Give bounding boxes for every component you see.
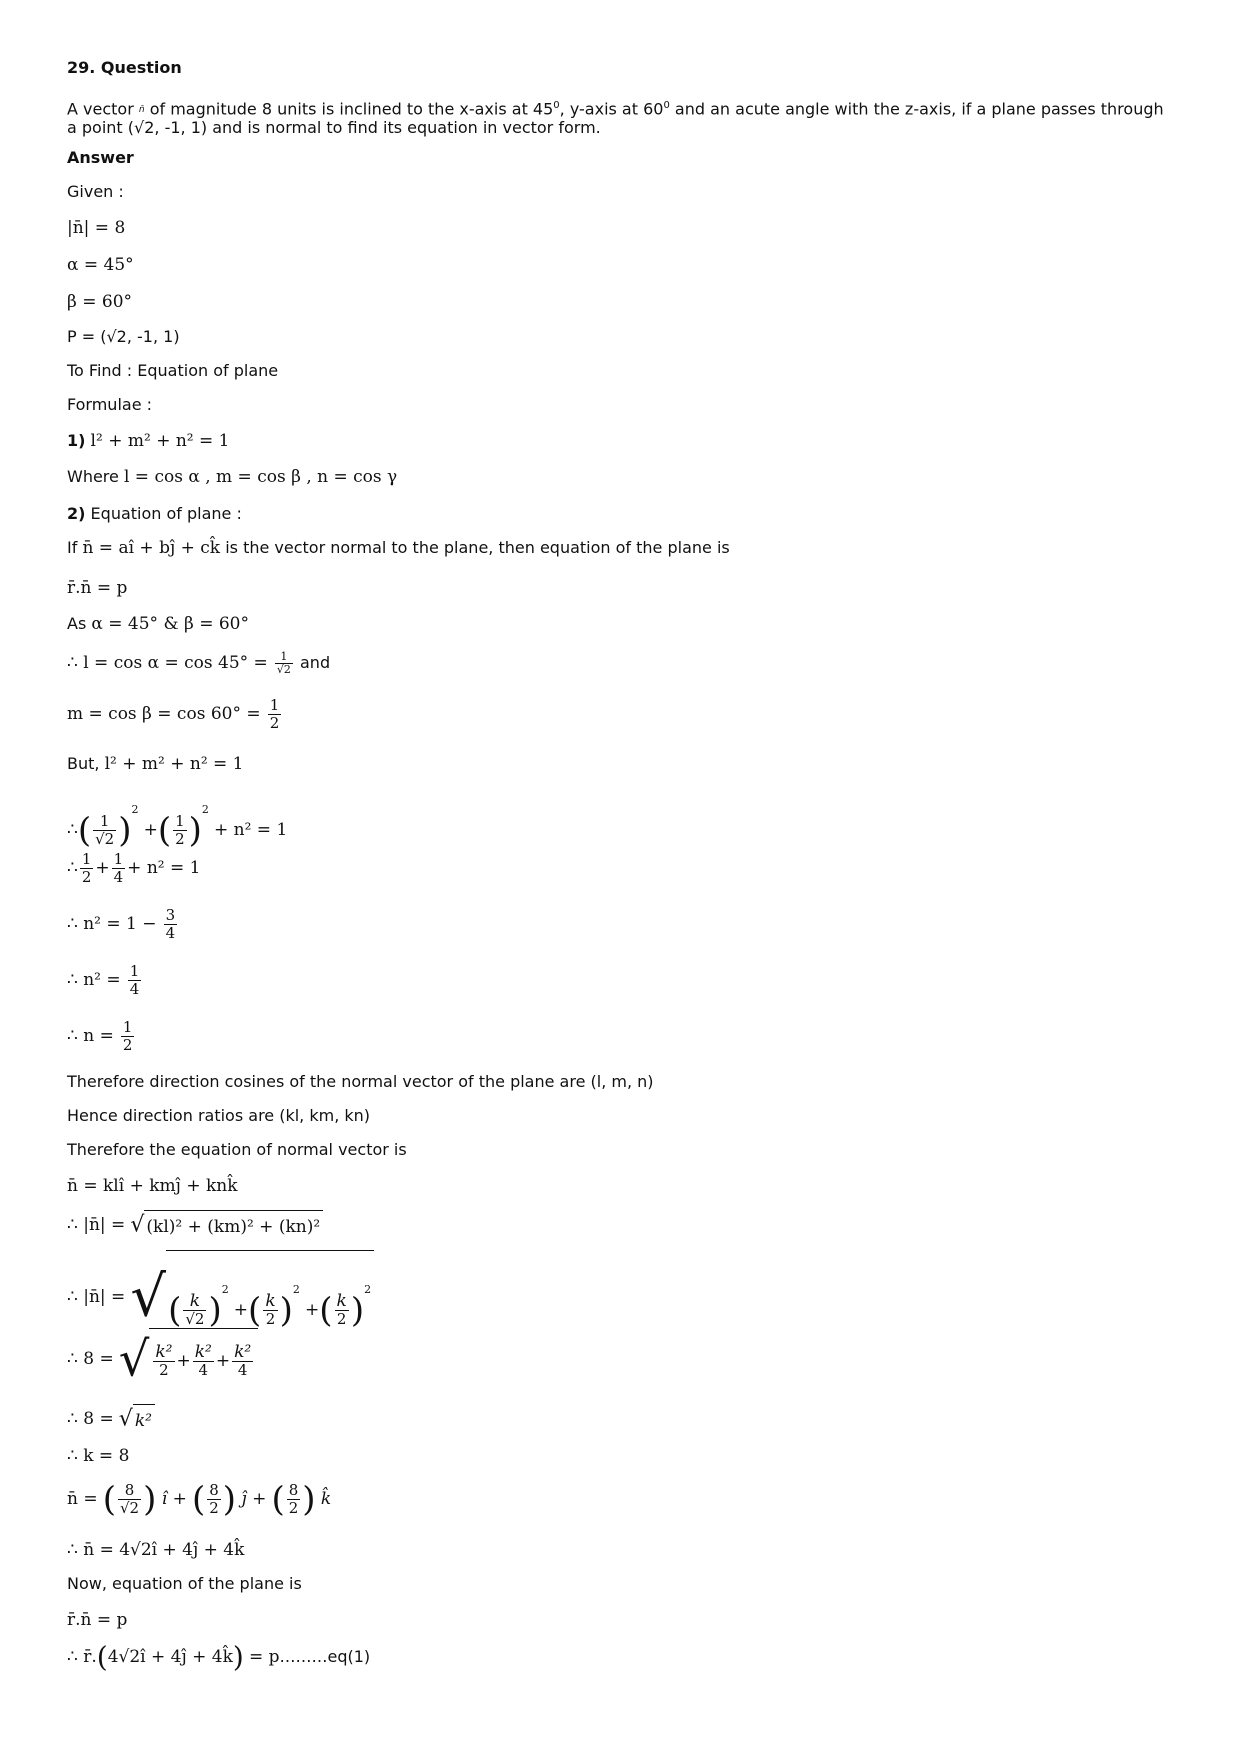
step-3 [67,904,179,944]
answer-heading: Answer [67,148,134,167]
now-text: Now, equation of the plane is [67,1574,302,1593]
square-exponent: 2 [131,803,139,816]
as-label: As [67,614,87,633]
magnitude-2-fraction-b [263,1293,277,1328]
magnitude-4: ∴ 8 = √ k² [67,1404,155,1435]
nfinal-fraction-a [118,1482,141,1517]
nfinal-fraction-b [207,1482,221,1517]
magnitude-2-fraction-c [335,1293,349,1328]
step-2-fraction-a-num: 1 [81,850,92,868]
step-1-fraction-a [93,813,116,848]
magnitude-3-fraction-b-den: 4 [198,1361,209,1379]
square-exponent: 2 [201,803,209,816]
degree-sup-2: 0 [663,100,670,111]
step-3-fraction [164,907,178,942]
but-line [67,754,244,774]
question-heading: 29. Question [67,58,182,77]
magnitude-2-fraction-c-den: 2 [336,1310,347,1328]
normal-vector-simplified: ∴ n̄ = 4√2î + 4ĵ + 4k̂ [67,1540,245,1560]
plane-equation: r̄.n̄ = p [67,578,128,598]
and-label: and [300,653,331,672]
magnitude-3-fraction-a-den: 2 [159,1361,169,1379]
step-5-fraction [121,1019,135,1054]
question-text [67,97,1177,137]
step-4-equation: ∴ n² = [67,970,121,990]
plane-equation-2: r̄.n̄ = p [67,1610,128,1630]
step-5-fraction-den: 2 [122,1036,133,1054]
where-label: Where [67,467,119,486]
l-fraction [275,651,293,676]
magnitude-3-left: ∴ 8 = [67,1349,114,1369]
square-exponent: 2 [221,1283,229,1296]
step-3-fraction-num: 3 [165,906,176,924]
normal-vector-equation: n̄ = aî + bĵ + ck̂ [82,538,221,558]
equation-1: ∴ r̄.(4√2î + 4ĵ + 4k̂) = p………eq(1) [67,1640,371,1674]
magnitude-3: ∴ 8 = √ $\frac{\text{k²}}{2}$ + $\frac{\text{k²}}{4}$ + $\frac{\text{k²}}{4}$ [67,1328,258,1391]
m-fraction-num: 1 [269,696,280,714]
magnitude-3-fraction-c [232,1344,253,1379]
magnitude-4-left: ∴ 8 = [67,1409,114,1429]
step-4-fraction-den: 4 [129,980,140,998]
normal-vector-text: is the vector normal to the plane, then equation of the plane is [225,538,730,557]
normal-vector-final-left: n̄ = [67,1489,98,1509]
step-1-fraction-b-num: 1 [175,812,185,830]
given-n: |n̄| = 8 [67,218,126,238]
magnitude-2-fraction-a [183,1293,206,1328]
given-alpha: α = 45° [67,255,134,275]
magnitude-3-fraction-a [153,1344,174,1379]
magnitude-2-fraction-c-num: k [336,1291,347,1311]
formula-2-label: Equation of plane : [90,504,242,523]
magnitude-3-fraction-a-num: k² [155,1342,173,1362]
magnitude-1: ∴ |n̄| = √ (kl)² + (km)² + (kn)² [67,1210,323,1241]
step-5-fraction-num: 1 [122,1018,133,1036]
magnitude-2: ∴ |n̄| = √( $\frac{k}{√2}$ )$^2$ +( $\frac{k}{2}$ )$^2$ +( $\frac{k}{2}$ )$^2$ [67,1250,374,1345]
l-equation: ∴ l = cos α = cos 45° = [67,653,268,673]
formula-1 [67,431,229,451]
magnitude-1-radicand: (kl)² + (km)² + (kn)² [144,1210,323,1241]
magnitude-3-fraction-c-num: k² [234,1342,252,1362]
step-2-fraction-a-den: 2 [81,868,92,886]
but-label: But, [67,754,100,773]
normal-vector-text: Therefore the equation of normal vector is [67,1140,407,1159]
magnitude-3-fraction-c-den: 4 [237,1361,248,1379]
question-text-part3: , y-axis at 60 [559,99,664,119]
question-text-part1: A vector [67,99,134,119]
question-text-part2: of magnitude 8 units is inclined to the x-axis at 45 [149,99,554,119]
nfinal-fraction-c [287,1482,301,1517]
step-1-fraction-a-den: √2 [95,830,115,848]
step-1-fraction-b [173,813,187,848]
given-beta: β = 60° [67,292,133,312]
step-4-fraction-num: 1 [129,962,140,980]
k-value: ∴ k = 8 [67,1446,130,1466]
step-2: ∴ $\frac{1}{2}$ + $\frac{1}{4}$ + n² = 1 [67,850,201,886]
formula-1-equation: l² + m² + n² = 1 [90,431,230,451]
magnitude-3-fraction-b [193,1344,214,1379]
equation-1-middle: 4√2î + 4ĵ + 4k̂ [107,1647,233,1667]
formulae-label: Formulae : [67,395,153,414]
l-fraction-num: 1 [275,651,293,664]
square-exponent: 2 [292,1283,300,1296]
where-equation: l = cos α , m = cos β , n = cos γ [123,467,398,487]
step-2-fraction-a [80,851,94,886]
step-4-fraction [128,963,142,998]
normal-vector-k: n̄ = klî + kmĵ + knk̂ [67,1176,238,1196]
normal-vector-line [67,538,730,558]
step-2-fraction-b [112,851,126,886]
step-1-fraction-b-den: 2 [175,830,185,848]
m-value-line [67,694,283,734]
nfinal-fraction-c-num: 8 [288,1481,299,1499]
nfinal-fraction-a-den: √2 [119,1499,140,1517]
as-equation: α = 45° & β = 60° [91,614,249,634]
step-4 [67,960,143,1000]
step-1: ∴( $\frac{1}{√2}$ )$^2$ +( $\frac{1}{2}$ )$^2$ + n² = 1 [67,803,288,851]
l-value-line [67,648,330,678]
step-2-fraction-b-num: 1 [113,850,124,868]
normal-vector-final: n̄ = ( $\frac{8}{√2}$ ) î + ( $\frac{8}{2}$ ) ĵ + ( $\frac{8}{2}$ ) k̂ [67,1479,332,1520]
direction-ratios-text: Hence direction ratios are (kl, km, kn) [67,1106,371,1125]
direction-cosines-text: Therefore direction cosines of the normal vector of the plane are (l, m, n) [67,1072,654,1091]
therefore-symbol: ∴ [67,820,78,840]
square-exponent: 2 [364,1283,372,1296]
magnitude-2-fraction-b-den: 2 [265,1310,276,1328]
equation-1-left: ∴ r̄. [67,1647,97,1667]
magnitude-2-fraction-a-num: k [183,1293,206,1311]
nfinal-fraction-b-num: 8 [209,1481,219,1499]
therefore-symbol: ∴ [67,858,78,878]
nfinal-fraction-c-den: 2 [288,1499,299,1517]
formula-2 [67,504,242,524]
given-point: P = (√2, -1, 1) [67,327,180,346]
equation-1-label: ………eq(1) [279,1647,371,1666]
magnitude-1-left: ∴ |n̄| = [67,1215,126,1235]
m-equation: m = cos β = cos 60° = [67,704,261,724]
step-3-fraction-den: 4 [165,924,176,942]
step-5-equation: ∴ n = [67,1026,114,1046]
where-line [67,467,397,487]
nfinal-fraction-b-den: 2 [209,1499,219,1517]
magnitude-3-fraction-b-num: k² [194,1342,212,1362]
magnitude-2-fraction-b-num: k [265,1291,276,1311]
question-text-part4: and an acute angle with the z-axis, if a plane passes through a point (√2, -1, 1) and is normal to find its equation in vector form. [67,99,1164,138]
step-2-fraction-b-den: 4 [113,868,124,886]
step-1-rest: + n² = 1 [213,820,288,840]
degree-sup-1: 0 [553,100,560,111]
magnitude-2-fraction-a-den: √2 [185,1310,205,1328]
vector-n-symbol: n̄ [138,105,145,116]
to-find: To Find : Equation of plane [67,361,279,380]
step-3-equation: ∴ n² = 1 − [67,914,157,934]
magnitude-4-radicand: k² [133,1404,155,1435]
given-label: Given : [67,182,124,201]
m-fraction-den: 2 [269,714,280,732]
if-label: If [67,538,78,557]
step-1-fraction-a-num: 1 [93,813,116,831]
nfinal-fraction-a-num: 8 [118,1482,141,1500]
as-line [67,614,249,634]
step-5 [67,1016,136,1056]
but-equation: l² + m² + n² = 1 [104,754,244,774]
formula-2-number: 2) [67,504,86,523]
equation-1-right: = p [248,1647,280,1667]
m-fraction [268,697,282,732]
l-fraction-den: √2 [276,663,291,676]
step-2-rest: + n² = 1 [127,858,201,878]
formula-1-number: 1) [67,431,86,450]
magnitude-2-left: ∴ |n̄| = [67,1287,126,1307]
